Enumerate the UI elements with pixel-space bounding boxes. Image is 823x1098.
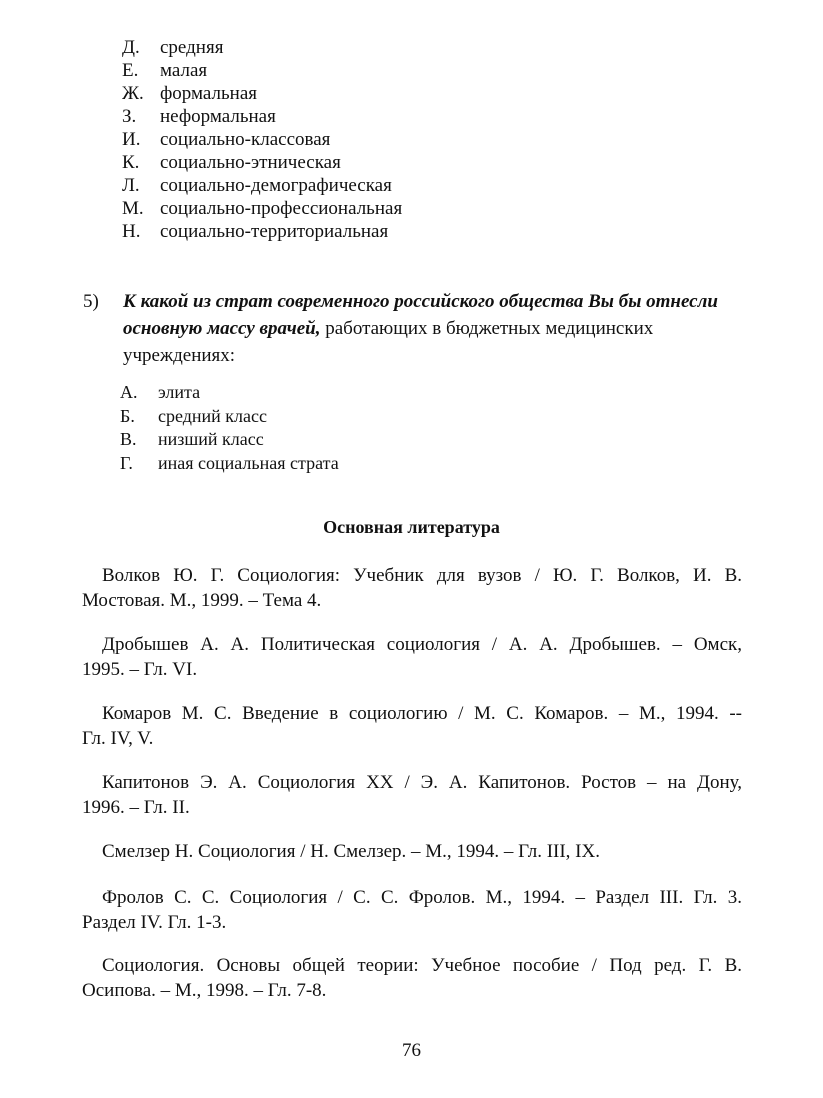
list-item-text: малая: [160, 60, 208, 81]
reference-line: 1996. – Гл. II.: [82, 797, 190, 818]
list-item: [122, 197, 402, 220]
reference-item: [82, 563, 742, 613]
reference-item: [82, 701, 742, 751]
list-item: [122, 82, 402, 105]
answer-option: [120, 452, 339, 476]
list-item-letter: Н.: [122, 221, 141, 242]
answer-letter: Б.: [120, 405, 135, 426]
answer-letter: В.: [120, 429, 137, 449]
answer-letter: А.: [120, 382, 138, 402]
list-item-text: социально-профессиональная: [160, 198, 403, 219]
reference-item: [82, 770, 742, 820]
reference-line: Раздел IV. Гл. 1-3.: [82, 912, 227, 933]
stratum-type-list: [122, 36, 402, 243]
answer-options: [120, 381, 339, 475]
reference-item: [82, 839, 742, 864]
question-text: [123, 288, 753, 369]
list-item: [122, 174, 402, 197]
list-item: [122, 151, 402, 174]
list-item-letter: Д.: [122, 37, 140, 58]
list-item-letter: Л.: [122, 175, 140, 196]
list-item-letter: Ж.: [122, 83, 144, 104]
list-item-text: формальная: [160, 83, 258, 104]
reference-line: Комаров М. С. Введение в социологию / М. С. Комаров. – М., 1994. --: [102, 703, 742, 724]
list-item: [122, 36, 402, 59]
list-item-letter: М.: [122, 198, 144, 219]
list-item: [122, 105, 402, 128]
reference-line: 1995. – Гл. VI.: [82, 659, 198, 680]
list-item-letter: Е.: [122, 60, 139, 81]
list-item-text: неформальная: [160, 106, 276, 127]
list-item-letter: З.: [122, 106, 137, 127]
reference-line: Волков Ю. Г. Социология: Учебник для вузов / Ю. Г. Волков, И. В.: [102, 565, 742, 586]
question-rest: работающих в бюджетных медицинских учреждениях:: [123, 318, 654, 366]
reference-line: Осипова. – М., 1998. – Гл. 7-8.: [82, 980, 327, 1001]
answer-option: [120, 405, 339, 429]
list-item-text: социально-территориальная: [160, 221, 389, 242]
list-item-letter: К.: [122, 152, 140, 173]
reference-item: [82, 632, 742, 682]
list-item: [122, 220, 402, 243]
reference-line: Фролов С. С. Социология / С. С. Фролов. М., 1994. – Раздел III. Гл. 3.: [102, 887, 742, 908]
list-item: [122, 59, 402, 82]
answer-text: средний класс: [158, 405, 267, 426]
question-number: 5): [83, 291, 99, 312]
list-item-letter: И.: [122, 129, 141, 150]
reference-item: [82, 885, 742, 935]
list-item-text: средняя: [160, 37, 224, 58]
reference-line: Капитонов Э. А. Социология XX / Э. А. Капитонов. Ростов – на Дону,: [102, 772, 742, 793]
reference-line: Смелзер Н. Социология / Н. Смелзер. – М., 1994. – Гл. III, IX.: [102, 841, 600, 862]
answer-letter: Г.: [120, 452, 133, 473]
reference-line: Дробышев А. А. Политическая социология / А. А. Дробышев. – Омск,: [102, 634, 742, 655]
reference-line: Мостовая. М., 1999. – Тема 4.: [82, 590, 322, 611]
answer-text: низший класс: [158, 429, 264, 449]
list-item-text: социально-этническая: [160, 152, 341, 173]
list-item-text: социально-демографическая: [160, 175, 392, 196]
question-emphasis: К какой из страт современного российского общества Вы бы отнесли основную массу врачей,: [123, 291, 718, 339]
page-number: 76: [402, 1040, 421, 1061]
section-title: Основная литература: [323, 517, 500, 537]
answer-text: иная социальная страта: [158, 452, 339, 473]
answer-option: [120, 381, 339, 405]
reference-line: Гл. IV, V.: [82, 728, 154, 749]
reference-item: [82, 953, 742, 1003]
reference-line: Социология. Основы общей теории: Учебное пособие / Под ред. Г. В.: [102, 955, 742, 976]
list-item: [122, 128, 402, 151]
list-item-text: социально-классовая: [160, 129, 331, 150]
answer-option: [120, 428, 339, 452]
answer-text: элита: [158, 382, 201, 402]
